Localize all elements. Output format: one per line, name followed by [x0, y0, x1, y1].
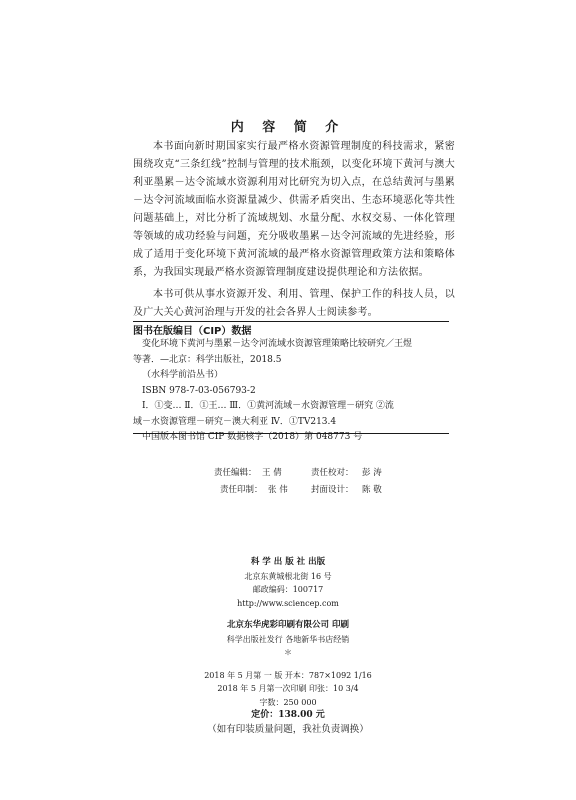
cip-block — [133, 337, 451, 446]
publisher-name: 科 学 出 版 社 出版 — [250, 557, 326, 567]
credits-row-1 — [0, 465, 576, 482]
design-label: 封面设计： — [311, 485, 354, 495]
edition-line: 2018 年 5 月第 一 版 开本：787×1092 1/16 — [204, 670, 372, 680]
intro-section — [133, 138, 455, 326]
wordcount: 字数：250 000 — [259, 697, 317, 707]
cip-line: 中国版本图书馆 CIP 数据核字（2018）第 048773 号 — [142, 432, 363, 442]
credits-row-2 — [0, 482, 576, 499]
print-label: 责任印制： — [220, 485, 263, 495]
intro-paragraph-2: 本书可供从事水资源开发、利用、管理、保护工作的科技人员，以及广大关心黄河治理与开发的社会各界人士阅读参考。 — [133, 289, 455, 318]
cip-line: 变化环境下黄河与墨累－达令河流域水资源管理策略比较研究／王煜 — [142, 339, 413, 349]
publisher-website: http://www.sciencep.com — [237, 598, 339, 608]
printer-name: 北京东华虎彩印刷有限公司 印刷 — [227, 620, 349, 630]
cip-line: 域－水资源管理－研究－澳大利亚 Ⅳ．①TV213.4 — [133, 416, 337, 427]
proof-name: 彭 涛 — [362, 468, 382, 478]
quality-notice: （如有印装质量问题，我社负责调换） — [207, 723, 369, 735]
credits-block — [0, 465, 576, 499]
cip-bottom-rule — [133, 433, 449, 434]
cip-header: 图书在版编目（CIP）数据 — [133, 326, 252, 337]
print-name: 张 伟 — [268, 485, 288, 495]
cip-line: Ⅰ．①变… Ⅱ．①王… Ⅲ．①黄河流域－水资源管理－研究 ②流 — [142, 401, 394, 411]
price: 定价：138.00 元 — [251, 710, 325, 720]
publisher-postcode: 邮政编码：100717 — [252, 585, 324, 594]
editor-label: 责任编辑： — [214, 468, 257, 478]
publisher-address: 北京东黄城根北街 16 号 — [244, 571, 332, 581]
proof-label: 责任校对： — [311, 468, 354, 478]
separator-mark: ＊ — [284, 648, 292, 657]
editor-name: 王 倩 — [262, 468, 282, 478]
cip-line: 等著．—北京：科学出版社，2018.5 — [133, 354, 282, 365]
design-name: 陈 敬 — [362, 485, 382, 495]
cip-line: ISBN 978-7-03-056793-2 — [142, 385, 256, 396]
cip-line: （水科学前沿丛书） — [142, 370, 224, 380]
publication-info — [0, 556, 576, 736]
intro-title: 内 容 简 介 — [230, 120, 346, 135]
distribution-line: 科学出版社发行 各地新华书店经销 — [226, 634, 350, 644]
intro-paragraph-1: 本书面向新时期国家实行最严格水资源管理制度的科技需求，紧密围绕攻克“三条红线”控制与管理的技术瓶颈，以变化环境下黄河与澳大利亚墨累－达令流域水资源利用对比研究为切入点，在总结黄河与墨累－达令河流域面临水资源量减少、供需矛盾突出、生态环境恶化等共性问题基础上，对比分析了流域规划、水量分配、水权交易、一体化管理等领域的成功经验与问题，充分吸收墨累－达令河流域的先进经验，形成了适用于变化环境下黄河流域的最严格水资源管理政策方法和策略体系，为我国实现最严格水资源管理制度建设提供理论和方法依据。 — [133, 141, 455, 278]
printing-line: 2018 年 5 月第一次印刷 印张：10 3/4 — [217, 684, 359, 693]
